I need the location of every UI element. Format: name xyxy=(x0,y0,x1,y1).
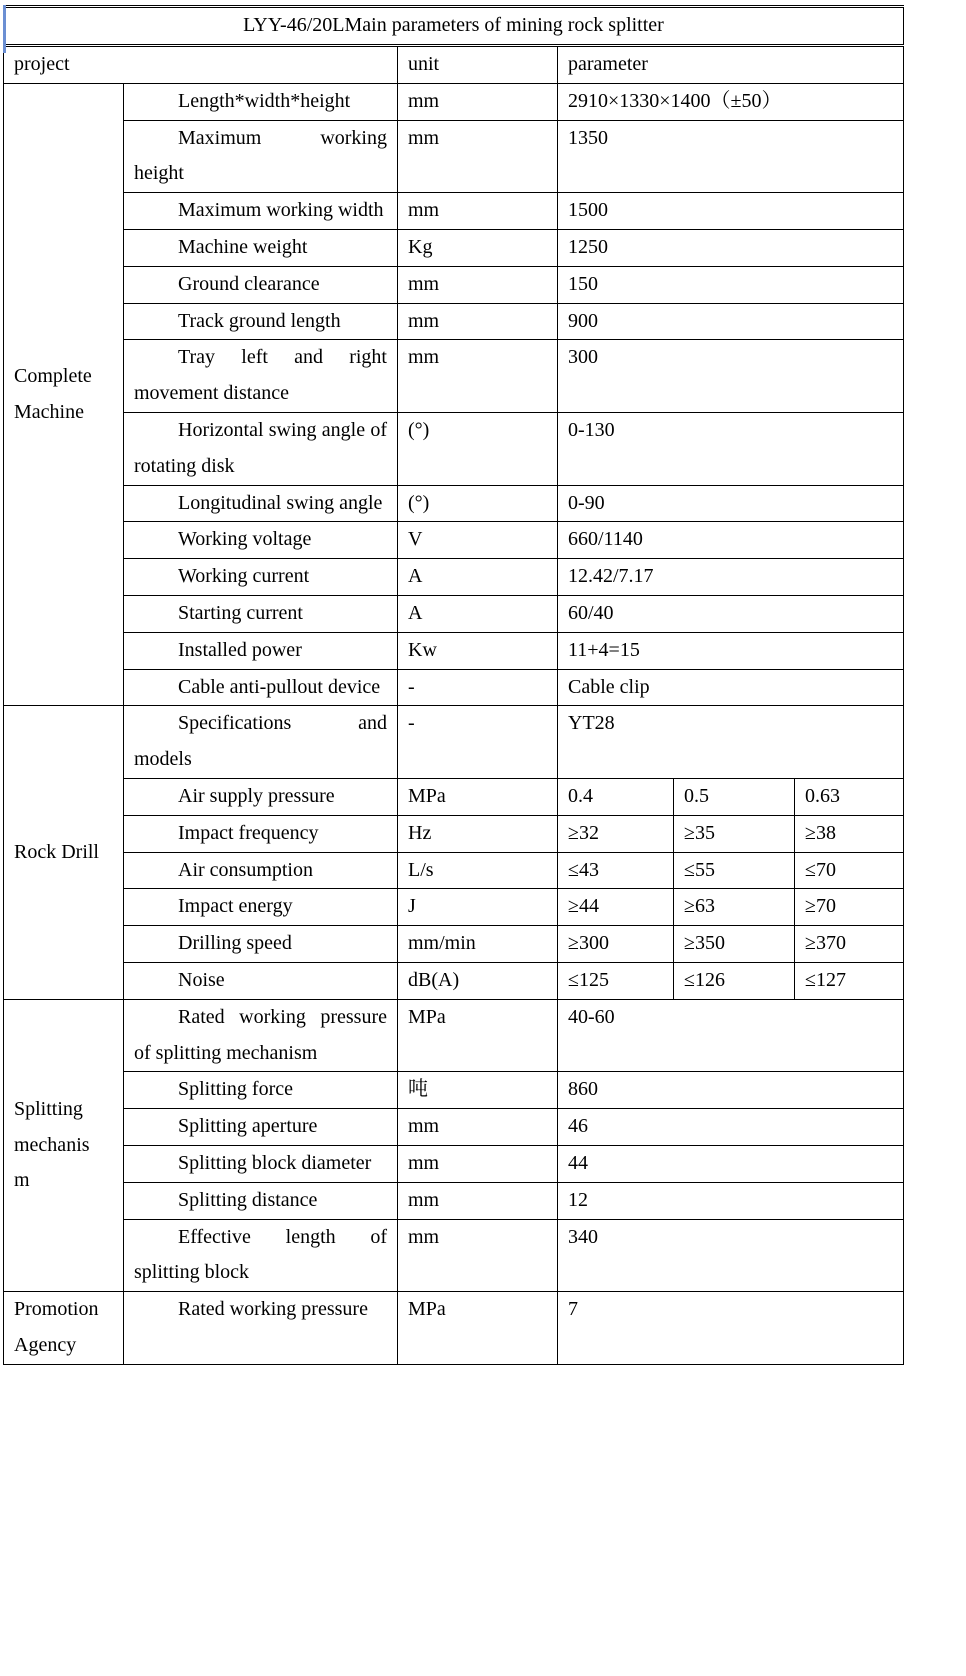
item-name xyxy=(124,595,398,632)
item-text: Splitting aperture xyxy=(178,1115,318,1138)
table-row xyxy=(4,1292,904,1365)
item-text: Working current xyxy=(178,565,310,588)
item-name xyxy=(124,522,398,559)
group-label xyxy=(4,1292,124,1365)
item-unit: mm xyxy=(398,303,558,340)
item-name xyxy=(124,1292,398,1365)
table-row xyxy=(4,412,904,485)
table-row xyxy=(4,266,904,303)
item-text: Impact frequency xyxy=(178,821,319,844)
item-value: ≥70 xyxy=(795,889,904,926)
table-row xyxy=(4,962,904,999)
item-text: Splitting force xyxy=(178,1078,293,1101)
item-name xyxy=(124,962,398,999)
item-value: 0.63 xyxy=(795,778,904,815)
table-row xyxy=(4,778,904,815)
table-row xyxy=(4,83,904,120)
header-unit: unit xyxy=(398,46,558,84)
item-text: Track ground length xyxy=(178,309,341,332)
group-label-line: Complete xyxy=(14,364,92,387)
item-text: Tray left and right movement distance xyxy=(134,346,387,405)
item-unit: J xyxy=(398,889,558,926)
header-row xyxy=(4,46,904,84)
item-text: Cable anti-pullout device xyxy=(178,675,381,698)
item-unit: mm xyxy=(398,83,558,120)
table-row xyxy=(4,1072,904,1109)
item-name xyxy=(124,120,398,193)
group-label xyxy=(4,999,124,1291)
item-unit: mm/min xyxy=(398,926,558,963)
item-name xyxy=(124,229,398,266)
item-name xyxy=(124,852,398,889)
group-label-line: Rock Drill xyxy=(14,840,99,863)
item-text: Drilling speed xyxy=(178,932,292,955)
table-row xyxy=(4,559,904,596)
item-value: ≤125 xyxy=(558,962,674,999)
item-name xyxy=(124,83,398,120)
item-text: Splitting distance xyxy=(178,1188,318,1211)
group-label-line: m xyxy=(14,1169,30,1192)
item-value: 1250 xyxy=(558,229,904,266)
table-row xyxy=(4,706,904,779)
item-text: Machine weight xyxy=(178,235,308,258)
item-value: ≤70 xyxy=(795,852,904,889)
item-value: 0-130 xyxy=(558,412,904,485)
item-text: Length*width*height xyxy=(178,89,351,112)
item-value: 860 xyxy=(558,1072,904,1109)
item-name xyxy=(124,1072,398,1109)
item-value: ≥38 xyxy=(795,815,904,852)
item-unit: V xyxy=(398,522,558,559)
item-unit: mm xyxy=(398,1145,558,1182)
item-text: Splitting block diameter xyxy=(178,1151,372,1174)
table-row xyxy=(4,229,904,266)
item-value: 150 xyxy=(558,266,904,303)
table-row xyxy=(4,669,904,706)
item-name xyxy=(124,669,398,706)
item-value: 40-60 xyxy=(558,999,904,1072)
table-row xyxy=(4,485,904,522)
item-text: Working voltage xyxy=(178,528,312,551)
item-name xyxy=(124,778,398,815)
item-unit: Kg xyxy=(398,229,558,266)
group-label xyxy=(4,706,124,999)
table-row xyxy=(4,889,904,926)
item-name xyxy=(124,485,398,522)
table-row xyxy=(4,999,904,1072)
item-unit: mm xyxy=(398,193,558,230)
table-row xyxy=(4,120,904,193)
item-value: 46 xyxy=(558,1109,904,1146)
item-value: 12.42/7.17 xyxy=(558,559,904,596)
group-label-line: Agency xyxy=(14,1333,77,1356)
table-row xyxy=(4,926,904,963)
item-name xyxy=(124,1145,398,1182)
document-sheet xyxy=(3,5,903,1365)
item-value: 12 xyxy=(558,1182,904,1219)
item-unit: MPa xyxy=(398,999,558,1072)
item-text: Maximum working width xyxy=(178,199,384,222)
group-label-line: mechanis xyxy=(14,1133,90,1156)
item-name xyxy=(124,1109,398,1146)
item-text: Impact energy xyxy=(178,895,293,918)
item-name xyxy=(124,412,398,485)
group-label-line: Machine xyxy=(14,400,84,423)
table-row xyxy=(4,303,904,340)
item-text: Ground clearance xyxy=(178,272,320,295)
item-unit: A xyxy=(398,559,558,596)
item-name xyxy=(124,559,398,596)
item-unit: MPa xyxy=(398,1292,558,1365)
item-text: Installed power xyxy=(178,638,302,661)
item-unit: mm xyxy=(398,340,558,413)
item-name xyxy=(124,1182,398,1219)
left-edge-marker xyxy=(3,5,6,53)
item-value: 660/1140 xyxy=(558,522,904,559)
item-text: Longitudinal swing angle xyxy=(178,491,383,514)
item-value: 1500 xyxy=(558,193,904,230)
item-name xyxy=(124,303,398,340)
item-value: 11+4=15 xyxy=(558,632,904,669)
item-value: 2910×1330×1400（±50） xyxy=(558,83,904,120)
item-text: Air supply pressure xyxy=(178,784,335,807)
item-unit: dB(A) xyxy=(398,962,558,999)
table-row xyxy=(4,340,904,413)
item-value: ≤126 xyxy=(674,962,795,999)
item-value: 0-90 xyxy=(558,485,904,522)
item-text: Noise xyxy=(178,968,225,991)
item-name xyxy=(124,706,398,779)
item-unit: - xyxy=(398,669,558,706)
table-row xyxy=(4,852,904,889)
item-value: 44 xyxy=(558,1145,904,1182)
item-text: Specifications and models xyxy=(134,712,387,771)
item-text: Air consumption xyxy=(178,858,313,881)
item-text: Starting current xyxy=(178,601,303,624)
item-value: 340 xyxy=(558,1219,904,1292)
item-name xyxy=(124,632,398,669)
item-unit: mm xyxy=(398,1182,558,1219)
header-parameter: parameter xyxy=(558,46,904,84)
item-name xyxy=(124,1219,398,1292)
table-row xyxy=(4,1109,904,1146)
table-row xyxy=(4,1182,904,1219)
item-text: Horizontal swing angle of rotating disk xyxy=(134,418,387,477)
group-label-line: Promotion xyxy=(14,1298,99,1321)
group-label-line: Splitting xyxy=(14,1097,83,1120)
table-row xyxy=(4,193,904,230)
item-value: 1350 xyxy=(558,120,904,193)
item-value: YT28 xyxy=(558,706,904,779)
item-value: ≥300 xyxy=(558,926,674,963)
item-name xyxy=(124,266,398,303)
item-unit: L/s xyxy=(398,852,558,889)
header-project: project xyxy=(4,46,398,84)
item-value: ≥35 xyxy=(674,815,795,852)
item-text: Effective length of splitting block xyxy=(134,1225,387,1284)
item-unit: Hz xyxy=(398,815,558,852)
item-name xyxy=(124,889,398,926)
item-value: 60/40 xyxy=(558,595,904,632)
item-unit: mm xyxy=(398,266,558,303)
item-unit: MPa xyxy=(398,778,558,815)
item-unit: - xyxy=(398,706,558,779)
item-value: ≤127 xyxy=(795,962,904,999)
table-row xyxy=(4,632,904,669)
item-name xyxy=(124,193,398,230)
item-unit: (°) xyxy=(398,412,558,485)
item-name xyxy=(124,815,398,852)
item-value: 0.5 xyxy=(674,778,795,815)
item-unit: 吨 xyxy=(398,1072,558,1109)
title-row xyxy=(4,7,904,46)
group-label xyxy=(4,83,124,706)
item-unit: mm xyxy=(398,120,558,193)
item-unit: mm xyxy=(398,1109,558,1146)
item-unit: A xyxy=(398,595,558,632)
item-text: Rated working pressure xyxy=(178,1298,368,1321)
item-name xyxy=(124,999,398,1072)
item-unit: Kw xyxy=(398,632,558,669)
table-row xyxy=(4,1219,904,1292)
item-value: 300 xyxy=(558,340,904,413)
item-value: ≤43 xyxy=(558,852,674,889)
item-value: 0.4 xyxy=(558,778,674,815)
table-row xyxy=(4,522,904,559)
item-value: Cable clip xyxy=(558,669,904,706)
item-text: Rated working pressure of splitting mechanism xyxy=(134,1005,387,1064)
table-row xyxy=(4,595,904,632)
item-name xyxy=(124,340,398,413)
table-row xyxy=(4,1145,904,1182)
item-unit: mm xyxy=(398,1219,558,1292)
item-value: 900 xyxy=(558,303,904,340)
item-name xyxy=(124,926,398,963)
item-value: ≥63 xyxy=(674,889,795,926)
item-unit: (°) xyxy=(398,485,558,522)
table-row xyxy=(4,815,904,852)
item-value: 7 xyxy=(558,1292,904,1365)
item-value: ≥32 xyxy=(558,815,674,852)
table-title: LYY-46/20LMain parameters of mining rock splitter xyxy=(4,7,904,46)
parameter-table xyxy=(3,5,904,1365)
item-value: ≥370 xyxy=(795,926,904,963)
item-value: ≤55 xyxy=(674,852,795,889)
item-value: ≥350 xyxy=(674,926,795,963)
item-value: ≥44 xyxy=(558,889,674,926)
item-text: Maximum working height xyxy=(134,126,387,185)
